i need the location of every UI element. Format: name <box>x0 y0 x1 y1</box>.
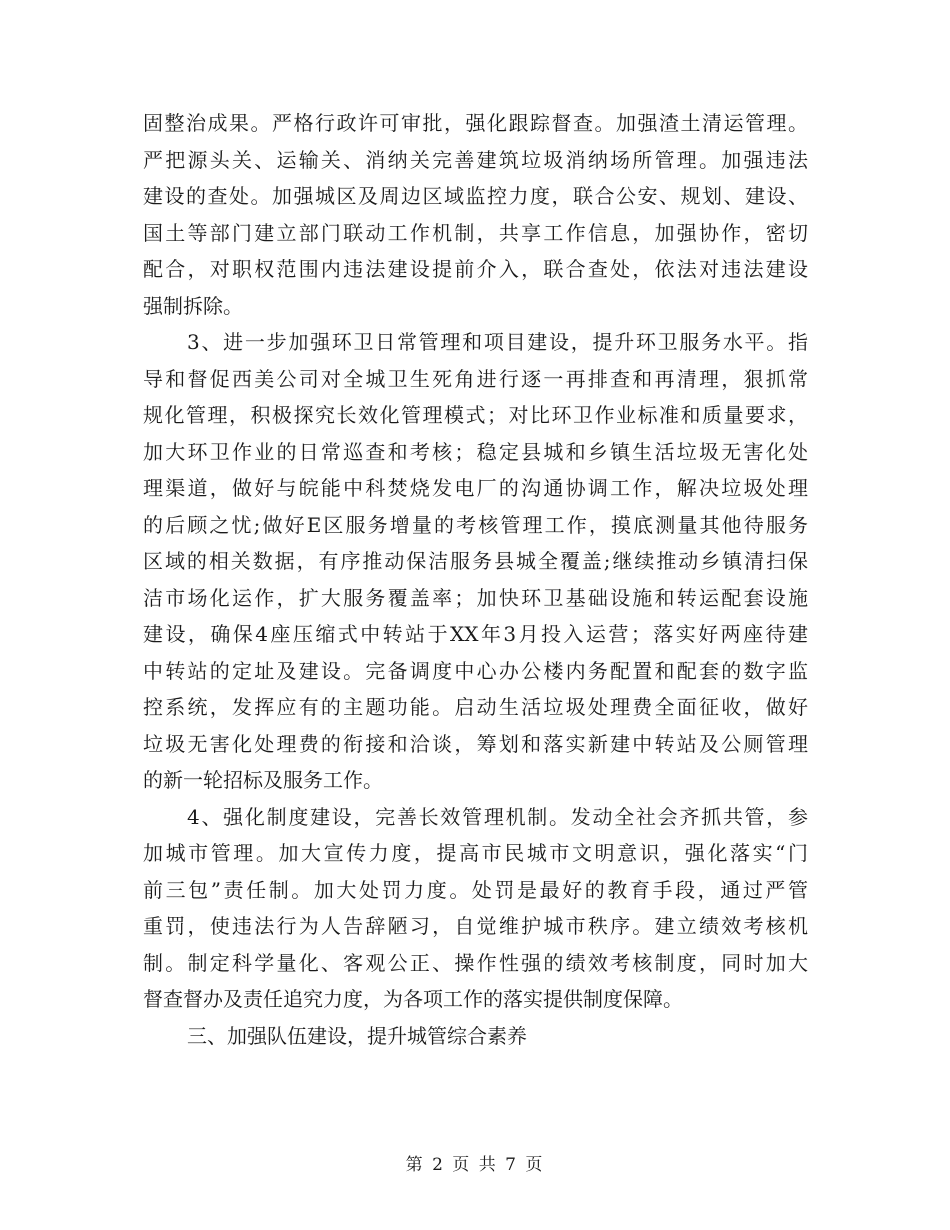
text-line: 重罚，使违法行为人告辞陋习，自觉维护城市秩序。建立绩效考核机 <box>143 914 808 938</box>
paragraph <box>143 105 808 324</box>
text-line: 国土等部门建立部门联动工作机制，共享工作信息，加强协作，密切 <box>143 220 808 245</box>
text-line: 督查督办及责任追究力度，为各项工作的落实提供制度保障。 <box>143 987 683 1011</box>
paragraph <box>143 799 808 1018</box>
text-line: 区域的相关数据，有序推动保洁服务县城全覆盖;继续推动乡镇清扫保 <box>143 549 808 573</box>
text-line: 洁市场化运作，扩大服务覆盖率；加快环卫基础设施和转运配套设施 <box>143 585 808 610</box>
text-line: 配合，对职权范围内违法建设提前介入，联合查处，依法对违法建设 <box>143 257 808 281</box>
text-line: 的新一轮招标及服务工作。 <box>143 768 383 792</box>
text-line: 3、进一步加强环卫日常管理和项目建设，提升环卫服务水平。指 <box>187 330 808 354</box>
text-line: 建设，确保4座压缩式中转站于XX年3月投入运营；落实好两座待建 <box>143 622 808 646</box>
text-line: 加大环卫作业的日常巡查和考核；稳定县城和乡镇生活垃圾无害化处 <box>143 439 808 464</box>
text-line: 垃圾无害化处理费的衔接和洽谈，筹划和落实新建中转站及公厕管理 <box>143 731 808 756</box>
text-line: 4、强化制度建设，完善长效管理机制。发动全社会齐抓共管，参 <box>187 804 808 829</box>
text-line: 固整治成果。严格行政许可审批，强化跟踪督查。加强渣土清运管理。 <box>143 111 808 135</box>
text-line: 三、加强队伍建设，提升城管综合素养 <box>187 1023 527 1048</box>
text-line: 的后顾之忧;做好E区服务增量的考核管理工作，摸底测量其他待服务 <box>143 512 808 537</box>
paragraph <box>143 324 808 799</box>
text-line: 严把源头关、运输关、消纳关完善建筑垃圾消纳场所管理。加强违法 <box>143 147 808 172</box>
text-line: 制。制定科学量化、客观公正、操作性强的绩效考核制度，同时加大 <box>143 950 808 975</box>
text-line: 中转站的定址及建设。完备调度中心办公楼内务配置和配套的数字监 <box>143 658 808 683</box>
text-line: 建设的查处。加强城区及周边区域监控力度，联合公安、规划、建设、 <box>143 184 808 208</box>
document-body <box>143 105 808 1054</box>
text-line: 加城市管理。加大宣传力度，提高市民城市文明意识，强化落实“门 <box>143 841 808 865</box>
text-line: 控系统，发挥应有的主题功能。启动生活垃圾处理费全面征收，做好 <box>143 695 808 719</box>
text-line: 规化管理，积极探究长效化管理模式；对比环卫作业标准和质量要求， <box>143 403 808 427</box>
text-line: 前三包”责任制。加大处罚力度。处罚是最好的教育手段，通过严管 <box>143 877 808 902</box>
text-line: 导和督促西美公司对全城卫生死角进行逐一再排查和再清理，狠抓常 <box>143 366 808 391</box>
text-line: 强制拆除。 <box>143 293 243 318</box>
paragraph <box>143 1018 808 1055</box>
text-line: 理渠道，做好与皖能中科焚烧发电厂的沟通协调工作，解决垃圾处理 <box>143 476 808 500</box>
page-number-footer: 第 2 页 共 7 页 <box>405 1155 545 1175</box>
